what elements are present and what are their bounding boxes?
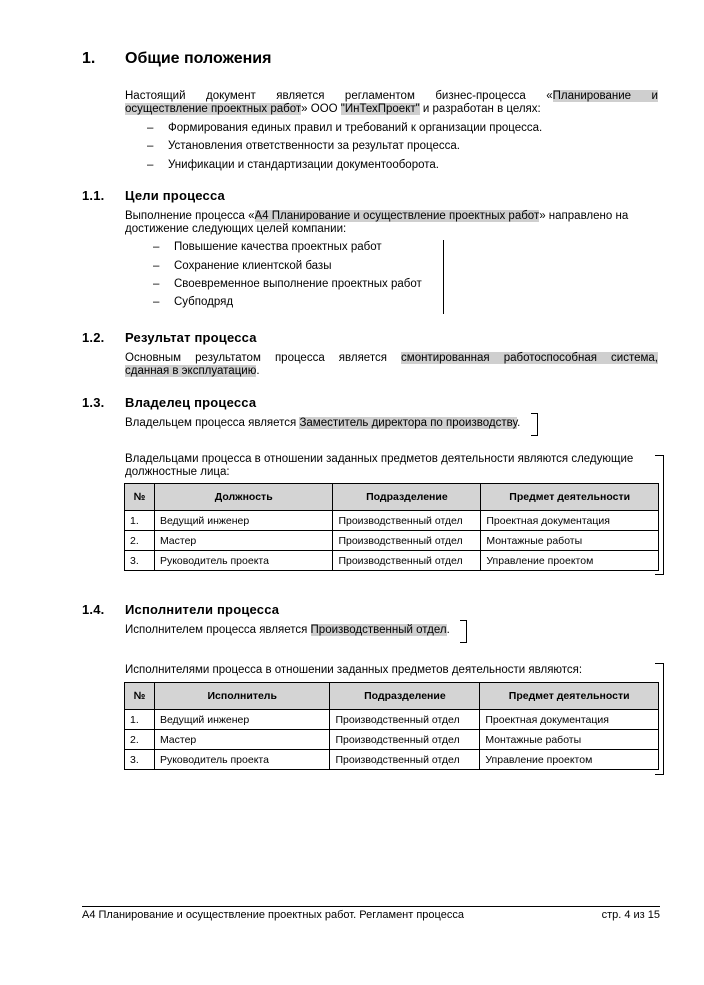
paragraph-line: достижение следующих целей компании: bbox=[125, 223, 347, 235]
section-title: Цели процесса bbox=[125, 188, 225, 203]
column-header: Предмет деятельности bbox=[480, 683, 659, 710]
list-item bbox=[153, 241, 443, 254]
margin-bracket bbox=[655, 663, 664, 775]
section-number: 1.1. bbox=[82, 188, 105, 203]
footer-document-title: А4 Планирование и осуществление проектных работ. Регламент процесса bbox=[82, 909, 464, 921]
bullet-dash: – bbox=[153, 241, 160, 253]
table-cell: Мастер bbox=[154, 730, 330, 750]
column-header: № bbox=[125, 683, 155, 710]
list-item bbox=[153, 296, 443, 309]
list-item-text: Повышение качества проектных работ bbox=[174, 241, 382, 253]
text-fragment: Владельцем процесса является bbox=[125, 417, 300, 429]
section-title: Общие положения bbox=[125, 50, 272, 67]
table-cell: Производственный отдел bbox=[330, 750, 480, 770]
paragraph-line bbox=[125, 103, 658, 116]
list-item-text: Формирования единых правил и требований к организации процесса. bbox=[168, 122, 543, 134]
table-cell: Ведущий инженер bbox=[154, 511, 333, 531]
section-number: 1.4. bbox=[82, 602, 105, 617]
list-item-text: Унификации и стандартизации документооборота. bbox=[168, 159, 439, 171]
text-fragment: . bbox=[446, 624, 450, 636]
table-cell: 3. bbox=[125, 750, 155, 770]
bullet-dash: – bbox=[147, 122, 154, 134]
margin-bracket bbox=[655, 455, 664, 575]
table-cell: Руководитель проекта bbox=[154, 551, 333, 571]
table-header-row bbox=[125, 484, 659, 511]
table-cell: 3. bbox=[125, 551, 155, 571]
paragraph-line bbox=[125, 352, 658, 365]
footer-divider bbox=[82, 906, 660, 907]
list-item bbox=[153, 260, 443, 273]
text-fragment: Основным результатом процесса является bbox=[125, 352, 402, 364]
margin-bracket bbox=[531, 413, 538, 436]
list-item bbox=[153, 278, 443, 291]
text-fragment: . bbox=[256, 365, 260, 377]
table-cell: Ведущий инженер bbox=[154, 710, 330, 730]
table-cell: Мастер bbox=[154, 531, 333, 551]
table-row bbox=[125, 750, 659, 770]
margin-bracket bbox=[460, 620, 467, 643]
bullet-dash: – bbox=[147, 159, 154, 171]
table-cell: Монтажные работы bbox=[481, 531, 659, 551]
bullet-dash: – bbox=[153, 278, 160, 290]
paragraph-line bbox=[125, 90, 658, 103]
table-cell: Производственный отдел bbox=[330, 710, 480, 730]
text-fragment: » ООО bbox=[301, 103, 341, 115]
highlighted-text: "ИнТехПроект" bbox=[340, 103, 420, 115]
section-title: Результат процесса bbox=[125, 330, 257, 345]
table-cell: Производственный отдел bbox=[333, 551, 481, 571]
table-row bbox=[125, 730, 659, 750]
section-number: 1.2. bbox=[82, 330, 105, 345]
footer-page-number: стр. 4 из 15 bbox=[601, 909, 660, 921]
table-cell: Производственный отдел bbox=[330, 730, 480, 750]
list-item-text: Своевременное выполнение проектных работ bbox=[174, 278, 422, 290]
paragraph-line: должностные лица: bbox=[125, 466, 230, 478]
text-fragment: Настоящий документ является регламентом бизнес-процесса « bbox=[125, 90, 553, 102]
table-cell: Управление проектом bbox=[480, 750, 659, 770]
owners-table bbox=[124, 483, 659, 571]
column-header: Предмет деятельности bbox=[481, 484, 659, 511]
column-header: № bbox=[125, 484, 155, 511]
bullet-dash: – bbox=[153, 296, 160, 308]
column-header: Подразделение bbox=[333, 484, 481, 511]
paragraph-line bbox=[125, 417, 520, 430]
highlighted-text: смонтированная работоспособная система, bbox=[401, 352, 659, 364]
highlighted-text: осуществление проектных работ bbox=[125, 103, 302, 115]
table-cell: 1. bbox=[125, 710, 155, 730]
text-fragment: . bbox=[517, 417, 521, 429]
text-fragment: и разработан в целях: bbox=[419, 103, 541, 115]
table-header-row bbox=[125, 683, 659, 710]
table-cell: Производственный отдел bbox=[333, 531, 481, 551]
column-header: Подразделение bbox=[330, 683, 480, 710]
paragraph-line: Владельцами процесса в отношении заданных предметов деятельности являются следующие bbox=[125, 453, 634, 465]
section-title: Исполнители процесса bbox=[125, 602, 280, 617]
section-title: Владелец процесса bbox=[125, 395, 257, 410]
list-item-text: Субподряд bbox=[174, 296, 234, 308]
highlighted-text: Заместитель директора по производству bbox=[299, 417, 518, 429]
list-item-text: Установления ответственности за результат процесса. bbox=[168, 140, 460, 152]
highlighted-text: Производственный отдел bbox=[310, 624, 447, 636]
list-item bbox=[147, 140, 647, 153]
column-header: Должность bbox=[154, 484, 333, 511]
paragraph-line bbox=[125, 365, 260, 378]
bullet-dash: – bbox=[147, 140, 154, 152]
text-fragment: Исполнителем процесса является bbox=[125, 624, 311, 636]
margin-bar bbox=[443, 240, 444, 314]
table-row bbox=[125, 511, 659, 531]
column-header: Исполнитель bbox=[154, 683, 330, 710]
bullet-dash: – bbox=[153, 260, 160, 272]
list-item-text: Сохранение клиентской базы bbox=[174, 260, 332, 272]
section-number: 1.3. bbox=[82, 395, 105, 410]
table-cell: 1. bbox=[125, 511, 155, 531]
paragraph-line bbox=[125, 210, 665, 223]
table-cell: Проектная документация bbox=[480, 710, 659, 730]
table-cell: Руководитель проекта bbox=[154, 750, 330, 770]
table-cell: 2. bbox=[125, 730, 155, 750]
text-fragment: Выполнение процесса « bbox=[125, 210, 255, 222]
list-item bbox=[147, 159, 647, 172]
text-fragment: » направлено на bbox=[539, 210, 629, 222]
highlighted-text: А4 Планирование и осуществление проектных работ bbox=[254, 210, 540, 222]
table-row bbox=[125, 710, 659, 730]
table-row bbox=[125, 551, 659, 571]
highlighted-text: сданная в эксплуатацию bbox=[125, 365, 257, 377]
highlighted-text: Планирование и bbox=[552, 90, 658, 102]
paragraph-line: Исполнителями процесса в отношении заданных предметов деятельности являются: bbox=[125, 664, 583, 676]
performers-table bbox=[124, 682, 659, 770]
table-cell: Проектная документация bbox=[481, 511, 659, 531]
section-number: 1. bbox=[82, 50, 96, 67]
table-cell: Производственный отдел bbox=[333, 511, 481, 531]
paragraph-line bbox=[125, 624, 450, 637]
list-item bbox=[147, 122, 647, 135]
table-cell: Управление проектом bbox=[481, 551, 659, 571]
table-row bbox=[125, 531, 659, 551]
table-cell: 2. bbox=[125, 531, 155, 551]
table-cell: Монтажные работы bbox=[480, 730, 659, 750]
